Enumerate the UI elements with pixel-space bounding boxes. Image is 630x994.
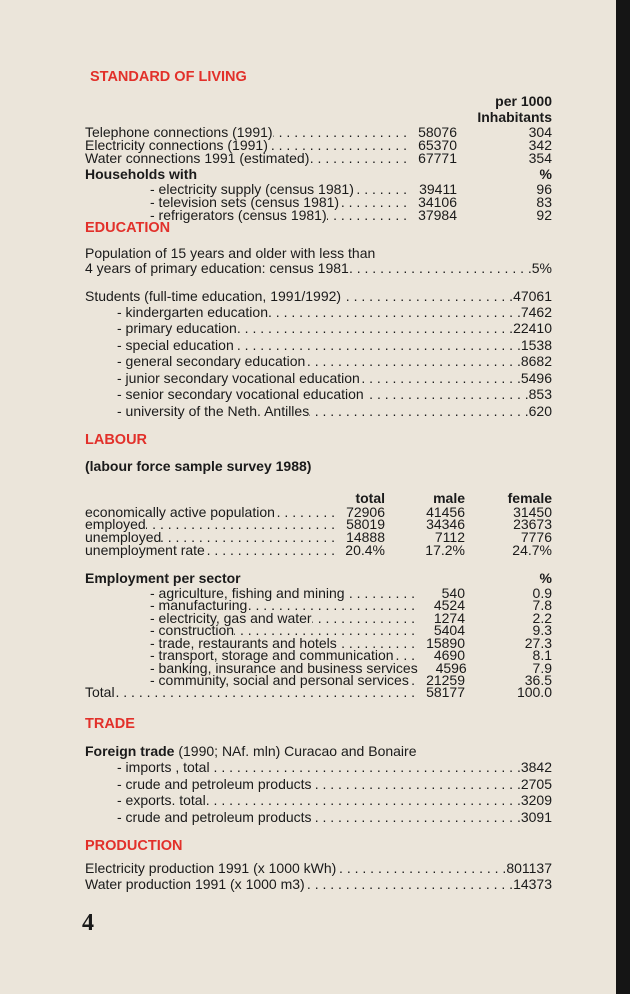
cell: 7112 [434, 529, 465, 545]
cell: 853 [528, 386, 552, 402]
cell: - imports , total [117, 759, 210, 775]
section-title-production: PRODUCTION [85, 838, 183, 854]
cell: 801137 [506, 860, 552, 876]
table-row [117, 776, 552, 792]
table-row [85, 860, 552, 876]
cell: 67771 [418, 150, 457, 166]
cell: Foreign trade [85, 743, 175, 759]
cell [85, 93, 495, 109]
cell: 5496 [520, 370, 552, 386]
cell: Electricity production 1991 (x 1000 kWh) [85, 860, 337, 876]
cell: 354 [528, 150, 552, 166]
cell: 3091 [520, 809, 552, 825]
cell: 620 [528, 403, 552, 419]
cell: 58076 [418, 124, 457, 140]
table-row [117, 304, 552, 320]
cell: 4524 [433, 597, 465, 613]
cell: 3209 [520, 792, 552, 808]
cell: 8.1 [532, 647, 552, 663]
table-row [85, 150, 552, 166]
cell: 342 [528, 137, 552, 153]
dot-leader [341, 288, 513, 304]
table-row [85, 260, 552, 276]
cell: 21259 [426, 672, 465, 688]
cell: male [433, 490, 465, 506]
cell: 92 [536, 207, 552, 223]
dot-leader [364, 386, 529, 402]
cell: 4 years of primary education: census 1981 [85, 260, 349, 276]
cell: - exports. total [117, 792, 206, 808]
cell: 41456 [426, 504, 465, 520]
cell: 27.3 [524, 635, 552, 651]
cell: employed [85, 516, 146, 532]
cell: 1538 [520, 337, 552, 353]
cell: - electricity supply (census 1981) [150, 181, 354, 197]
cell: 7776 [520, 529, 552, 545]
dot-leader [336, 860, 506, 876]
dot-leader [360, 370, 521, 386]
cell: - crude and petroleum products [117, 809, 312, 825]
table-row [117, 370, 552, 386]
cell: - crude and petroleum products [117, 776, 312, 792]
cell: - university of the Neth. Antilles [117, 403, 310, 419]
cell: 100.0 [516, 684, 552, 700]
section-title-education: EDUCATION [85, 220, 171, 236]
cell: 17.2% [425, 542, 465, 558]
cell: 0.9 [532, 585, 552, 601]
cell: 36.5 [524, 672, 552, 688]
cell: 34106 [418, 194, 457, 210]
cell: 7.8 [532, 597, 552, 613]
cell: Telephone connections (1991) [85, 124, 273, 140]
cell: - electricity, gas and water [150, 610, 312, 626]
dot-leader [312, 809, 521, 825]
cell: 5% [531, 260, 552, 276]
sector-heading [85, 570, 552, 586]
col-header-inhabitants: Inhabitants [477, 109, 552, 125]
cell: Water connections 1991 (estimated) [85, 150, 310, 166]
cell: 15890 [426, 635, 465, 651]
cell: - television sets (census 1981) [150, 194, 340, 210]
table-row [117, 386, 552, 402]
cell: 3842 [520, 759, 552, 775]
dot-leader [309, 403, 528, 419]
cell: - kindergarten education [117, 304, 268, 320]
col-header-per-1000: per 1000 [495, 93, 552, 109]
cell: % [539, 166, 552, 182]
cell: 14373 [513, 876, 552, 892]
cell: 4596 [435, 660, 467, 676]
cell: - transport, storage and communication [150, 647, 394, 663]
cell: 22410 [513, 320, 552, 336]
cell: (1990; NAf. mln) Curacao and Bonaire [174, 743, 417, 759]
section-title-standard-of-living: STANDARD OF LIVING [90, 69, 247, 85]
cell: 83 [536, 194, 552, 210]
cell: - junior secondary vocational education [117, 370, 360, 386]
foreign-trade-heading [85, 743, 552, 759]
cell: 9.3 [532, 622, 552, 638]
cell: total [355, 490, 385, 506]
cell: - banking, insurance and business services [150, 660, 418, 676]
cell: 7462 [520, 304, 552, 320]
section-title-trade: TRADE [85, 716, 135, 732]
cell: 96 [536, 181, 552, 197]
cell: 2705 [520, 776, 552, 792]
cell: - refrigerators (census 1981) [150, 207, 327, 223]
table-row [117, 809, 552, 825]
cell: - special education [117, 337, 234, 353]
dot-leader [305, 876, 513, 892]
table-row [85, 288, 552, 304]
labour-subtitle: (labour force sample survey 1988) [85, 458, 312, 474]
cell: - agriculture, fishing and mining [150, 585, 345, 601]
dot-leader [237, 320, 513, 336]
cell: 5404 [433, 622, 465, 638]
cell: - manufacturing [150, 597, 248, 613]
dot-leader [312, 776, 521, 792]
cell: Water production 1991 (x 1000 m3) [85, 876, 305, 892]
cell: unemployed [85, 529, 162, 545]
cell: - general secondary education [117, 353, 306, 369]
cell: 7.9 [532, 660, 552, 676]
cell: Electricity connections (1991) [85, 137, 268, 153]
cell: 2.2 [532, 610, 552, 626]
table-row [117, 353, 552, 369]
cell: Students (full-time education, 1991/1992) [85, 288, 342, 304]
cell [85, 109, 477, 125]
table-row [117, 403, 552, 419]
table-row [117, 759, 552, 775]
cell: 20.4% [345, 542, 385, 558]
page-edge [616, 0, 630, 994]
cell: - community, social and personal services [150, 672, 409, 688]
cell: 39411 [419, 181, 457, 197]
table-row [85, 876, 552, 892]
cell: 8682 [520, 353, 552, 369]
dot-leader [309, 150, 407, 166]
dot-leader [349, 260, 532, 276]
households-heading [85, 166, 552, 182]
cell: Employment per sector [85, 570, 241, 586]
cell: - construction [150, 622, 235, 638]
cell: unemployment rate [85, 542, 205, 558]
table-row [85, 542, 552, 558]
cell: Total [85, 684, 115, 700]
cell: 58177 [426, 684, 465, 700]
dot-leader [305, 353, 521, 369]
cell: - senior secondary vocational education [117, 386, 364, 402]
cell: 4690 [433, 647, 465, 663]
cell [197, 166, 540, 182]
cell: Households with [85, 166, 197, 182]
dot-leader [234, 337, 521, 353]
section-title-labour: LABOUR [85, 432, 148, 448]
cell: female [507, 490, 552, 506]
cell: % [539, 570, 552, 586]
text-line: Population of 15 years and older with less than [85, 245, 376, 261]
dot-leader [205, 542, 335, 558]
table-row [117, 320, 552, 336]
cell: 540 [441, 585, 465, 601]
table-row [117, 337, 552, 353]
cell: 37984 [418, 207, 457, 223]
cell: 58019 [346, 516, 385, 532]
dot-leader [268, 304, 521, 320]
cell [241, 570, 540, 586]
cell: 14888 [346, 529, 385, 545]
table-row [117, 792, 552, 808]
cell: 34346 [426, 516, 465, 532]
cell: 72906 [346, 504, 385, 520]
cell: - primary education [117, 320, 237, 336]
cell: 304 [528, 124, 552, 140]
dot-leader [115, 684, 415, 700]
total-row [85, 684, 552, 700]
cell: 23673 [513, 516, 552, 532]
cell: - trade, restaurants and hotels [150, 635, 337, 651]
cell: 31450 [513, 504, 552, 520]
cell: 1274 [433, 610, 465, 626]
dot-leader [210, 759, 521, 775]
dot-leader [206, 792, 521, 808]
cell: 47061 [513, 288, 552, 304]
page-number: 4 [82, 910, 94, 936]
cell: 24.7% [512, 542, 552, 558]
cell: economically active population [85, 504, 275, 520]
cell: 65370 [418, 137, 457, 153]
